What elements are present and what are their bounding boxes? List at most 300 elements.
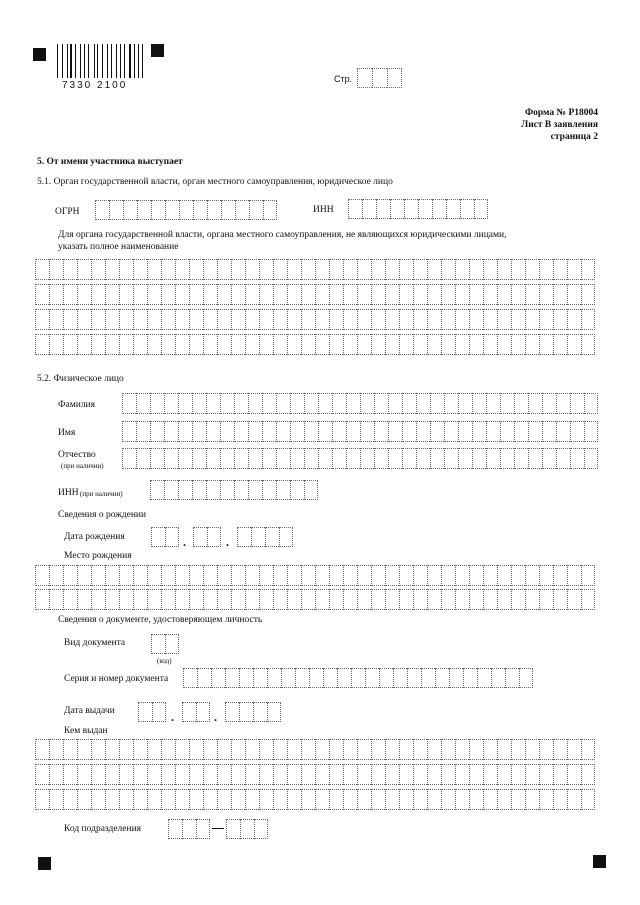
input-cell[interactable]: [226, 819, 240, 839]
doc-type-field[interactable]: [151, 634, 179, 654]
input-cell[interactable]: [248, 393, 262, 414]
input-cell[interactable]: [273, 589, 287, 610]
input-cell[interactable]: [105, 334, 119, 355]
input-cell[interactable]: [259, 789, 273, 810]
input-cell[interactable]: [469, 789, 483, 810]
input-cell[interactable]: [357, 309, 371, 330]
input-cell[interactable]: [147, 764, 161, 785]
input-cell[interactable]: [133, 565, 147, 586]
input-cell[interactable]: [77, 284, 91, 305]
input-cell[interactable]: [122, 448, 136, 469]
input-cell[interactable]: [304, 448, 318, 469]
input-cell[interactable]: [539, 284, 553, 305]
input-cell[interactable]: [343, 284, 357, 305]
input-cell[interactable]: [147, 259, 161, 280]
input-cell[interactable]: [245, 764, 259, 785]
input-cell[interactable]: [281, 668, 295, 688]
input-cell[interactable]: [220, 393, 234, 414]
input-cell[interactable]: [343, 789, 357, 810]
input-cell[interactable]: [343, 565, 357, 586]
input-cell[interactable]: [179, 200, 193, 220]
input-cell[interactable]: [259, 334, 273, 355]
input-cell[interactable]: [553, 739, 567, 760]
inn-person-field[interactable]: [150, 480, 318, 500]
input-cell[interactable]: [151, 200, 165, 220]
input-cell[interactable]: [500, 421, 514, 442]
input-cell[interactable]: [357, 764, 371, 785]
input-cell[interactable]: [122, 421, 136, 442]
input-cell[interactable]: [346, 393, 360, 414]
input-cell[interactable]: [164, 448, 178, 469]
input-cell[interactable]: [35, 284, 49, 305]
birth-month-field[interactable]: [193, 527, 221, 547]
input-cell[interactable]: [178, 421, 192, 442]
input-cell[interactable]: [254, 819, 268, 839]
surname-field[interactable]: [122, 393, 598, 414]
input-cell[interactable]: [315, 764, 329, 785]
input-cell[interactable]: [301, 284, 315, 305]
input-cell[interactable]: [357, 589, 371, 610]
input-cell[interactable]: [525, 789, 539, 810]
input-cell[interactable]: [49, 789, 63, 810]
input-cell[interactable]: [343, 334, 357, 355]
input-cell[interactable]: [514, 448, 528, 469]
input-cell[interactable]: [105, 589, 119, 610]
input-cell[interactable]: [351, 668, 365, 688]
input-cell[interactable]: [287, 589, 301, 610]
input-cell[interactable]: [225, 702, 239, 722]
input-cell[interactable]: [165, 527, 179, 547]
input-cell[interactable]: [138, 702, 152, 722]
input-cell[interactable]: [301, 589, 315, 610]
input-cell[interactable]: [189, 259, 203, 280]
input-cell[interactable]: [486, 393, 500, 414]
input-cell[interactable]: [500, 448, 514, 469]
org-name-row-2[interactable]: [35, 284, 595, 305]
doc-series-field[interactable]: [183, 668, 533, 688]
input-cell[interactable]: [472, 393, 486, 414]
birth-day-field[interactable]: [151, 527, 179, 547]
input-cell[interactable]: [483, 739, 497, 760]
input-cell[interactable]: [91, 764, 105, 785]
input-cell[interactable]: [189, 764, 203, 785]
input-cell[interactable]: [259, 284, 273, 305]
input-cell[interactable]: [287, 334, 301, 355]
input-cell[interactable]: [265, 527, 279, 547]
input-cell[interactable]: [245, 284, 259, 305]
input-cell[interactable]: [444, 448, 458, 469]
input-cell[interactable]: [413, 764, 427, 785]
input-cell[interactable]: [105, 789, 119, 810]
input-cell[interactable]: [374, 448, 388, 469]
input-cell[interactable]: [207, 200, 221, 220]
input-cell[interactable]: [387, 68, 402, 88]
input-cell[interactable]: [35, 309, 49, 330]
input-cell[interactable]: [151, 634, 165, 654]
input-cell[interactable]: [301, 334, 315, 355]
input-cell[interactable]: [136, 448, 150, 469]
input-cell[interactable]: [35, 789, 49, 810]
input-cell[interactable]: [150, 448, 164, 469]
input-cell[interactable]: [357, 789, 371, 810]
input-cell[interactable]: [556, 421, 570, 442]
input-cell[interactable]: [315, 309, 329, 330]
input-cell[interactable]: [147, 589, 161, 610]
input-cell[interactable]: [371, 259, 385, 280]
input-cell[interactable]: [175, 309, 189, 330]
input-cell[interactable]: [239, 668, 253, 688]
input-cell[interactable]: [413, 789, 427, 810]
input-cell[interactable]: [472, 421, 486, 442]
input-cell[interactable]: [77, 764, 91, 785]
input-cell[interactable]: [343, 309, 357, 330]
input-cell[interactable]: [49, 334, 63, 355]
input-cell[interactable]: [474, 199, 488, 219]
input-cell[interactable]: [346, 448, 360, 469]
input-cell[interactable]: [469, 284, 483, 305]
input-cell[interactable]: [178, 448, 192, 469]
input-cell[interactable]: [497, 589, 511, 610]
input-cell[interactable]: [91, 284, 105, 305]
input-cell[interactable]: [287, 565, 301, 586]
input-cell[interactable]: [175, 334, 189, 355]
input-cell[interactable]: [553, 309, 567, 330]
input-cell[interactable]: [273, 334, 287, 355]
input-cell[interactable]: [413, 284, 427, 305]
input-cell[interactable]: [119, 764, 133, 785]
input-cell[interactable]: [105, 309, 119, 330]
input-cell[interactable]: [542, 421, 556, 442]
input-cell[interactable]: [109, 200, 123, 220]
input-cell[interactable]: [164, 393, 178, 414]
input-cell[interactable]: [234, 448, 248, 469]
input-cell[interactable]: [539, 334, 553, 355]
input-cell[interactable]: [570, 393, 584, 414]
input-cell[interactable]: [372, 68, 387, 88]
input-cell[interactable]: [273, 309, 287, 330]
input-cell[interactable]: [553, 284, 567, 305]
input-cell[interactable]: [304, 480, 318, 500]
input-cell[interactable]: [455, 309, 469, 330]
input-cell[interactable]: [581, 334, 595, 355]
input-cell[interactable]: [287, 789, 301, 810]
input-cell[interactable]: [385, 565, 399, 586]
input-cell[interactable]: [525, 309, 539, 330]
input-cell[interactable]: [105, 284, 119, 305]
input-cell[interactable]: [287, 259, 301, 280]
input-cell[interactable]: [430, 393, 444, 414]
input-cell[interactable]: [262, 393, 276, 414]
input-cell[interactable]: [203, 589, 217, 610]
input-cell[interactable]: [413, 334, 427, 355]
input-cell[interactable]: [217, 789, 231, 810]
input-cell[interactable]: [483, 284, 497, 305]
input-cell[interactable]: [483, 589, 497, 610]
input-cell[interactable]: [203, 764, 217, 785]
issued-by-row-1[interactable]: [35, 739, 595, 760]
input-cell[interactable]: [539, 789, 553, 810]
input-cell[interactable]: [248, 421, 262, 442]
input-cell[interactable]: [91, 334, 105, 355]
input-cell[interactable]: [63, 259, 77, 280]
input-cell[interactable]: [463, 668, 477, 688]
input-cell[interactable]: [315, 789, 329, 810]
input-cell[interactable]: [329, 739, 343, 760]
input-cell[interactable]: [136, 421, 150, 442]
dept-code-part-1[interactable]: [168, 819, 210, 839]
input-cell[interactable]: [147, 739, 161, 760]
input-cell[interactable]: [441, 259, 455, 280]
input-cell[interactable]: [63, 309, 77, 330]
input-cell[interactable]: [553, 334, 567, 355]
input-cell[interactable]: [315, 565, 329, 586]
input-cell[interactable]: [511, 334, 525, 355]
input-cell[interactable]: [203, 565, 217, 586]
input-cell[interactable]: [581, 589, 595, 610]
input-cell[interactable]: [511, 589, 525, 610]
input-cell[interactable]: [567, 589, 581, 610]
input-cell[interactable]: [206, 393, 220, 414]
input-cell[interactable]: [427, 764, 441, 785]
org-name-row-4[interactable]: [35, 334, 595, 355]
input-cell[interactable]: [385, 764, 399, 785]
input-cell[interactable]: [469, 739, 483, 760]
input-cell[interactable]: [63, 284, 77, 305]
input-cell[interactable]: [455, 284, 469, 305]
input-cell[interactable]: [553, 764, 567, 785]
input-cell[interactable]: [231, 764, 245, 785]
input-cell[interactable]: [514, 421, 528, 442]
input-cell[interactable]: [393, 668, 407, 688]
input-cell[interactable]: [231, 284, 245, 305]
birth-place-row-2[interactable]: [35, 589, 595, 610]
input-cell[interactable]: [525, 589, 539, 610]
input-cell[interactable]: [435, 668, 449, 688]
input-cell[interactable]: [556, 448, 570, 469]
input-cell[interactable]: [189, 565, 203, 586]
input-cell[interactable]: [553, 589, 567, 610]
input-cell[interactable]: [290, 480, 304, 500]
input-cell[interactable]: [91, 789, 105, 810]
input-cell[interactable]: [371, 284, 385, 305]
input-cell[interactable]: [511, 259, 525, 280]
input-cell[interactable]: [329, 589, 343, 610]
input-cell[interactable]: [217, 764, 231, 785]
input-cell[interactable]: [399, 259, 413, 280]
input-cell[interactable]: [248, 480, 262, 500]
input-cell[interactable]: [253, 702, 267, 722]
input-cell[interactable]: [290, 393, 304, 414]
input-cell[interactable]: [276, 448, 290, 469]
input-cell[interactable]: [189, 309, 203, 330]
input-cell[interactable]: [248, 448, 262, 469]
input-cell[interactable]: [245, 789, 259, 810]
input-cell[interactable]: [469, 764, 483, 785]
input-cell[interactable]: [217, 334, 231, 355]
input-cell[interactable]: [567, 284, 581, 305]
input-cell[interactable]: [175, 739, 189, 760]
input-cell[interactable]: [539, 309, 553, 330]
input-cell[interactable]: [362, 199, 376, 219]
input-cell[interactable]: [245, 565, 259, 586]
input-cell[interactable]: [441, 589, 455, 610]
input-cell[interactable]: [192, 448, 206, 469]
input-cell[interactable]: [581, 789, 595, 810]
input-cell[interactable]: [203, 309, 217, 330]
input-cell[interactable]: [455, 789, 469, 810]
input-cell[interactable]: [203, 739, 217, 760]
input-cell[interactable]: [581, 739, 595, 760]
input-cell[interactable]: [231, 259, 245, 280]
input-cell[interactable]: [329, 284, 343, 305]
input-cell[interactable]: [483, 334, 497, 355]
input-cell[interactable]: [399, 764, 413, 785]
input-cell[interactable]: [348, 199, 362, 219]
input-cell[interactable]: [105, 259, 119, 280]
issued-by-row-3[interactable]: [35, 789, 595, 810]
input-cell[interactable]: [469, 334, 483, 355]
input-cell[interactable]: [91, 259, 105, 280]
input-cell[interactable]: [497, 309, 511, 330]
input-cell[interactable]: [511, 309, 525, 330]
input-cell[interactable]: [458, 448, 472, 469]
input-cell[interactable]: [309, 668, 323, 688]
input-cell[interactable]: [245, 589, 259, 610]
input-cell[interactable]: [430, 421, 444, 442]
input-cell[interactable]: [192, 393, 206, 414]
org-name-row-1[interactable]: [35, 259, 595, 280]
input-cell[interactable]: [525, 284, 539, 305]
input-cell[interactable]: [407, 668, 421, 688]
input-cell[interactable]: [385, 334, 399, 355]
input-cell[interactable]: [161, 764, 175, 785]
input-cell[interactable]: [427, 309, 441, 330]
input-cell[interactable]: [237, 527, 251, 547]
input-cell[interactable]: [528, 421, 542, 442]
input-cell[interactable]: [273, 739, 287, 760]
input-cell[interactable]: [193, 527, 207, 547]
input-cell[interactable]: [262, 448, 276, 469]
input-cell[interactable]: [290, 448, 304, 469]
input-cell[interactable]: [63, 589, 77, 610]
input-cell[interactable]: [273, 284, 287, 305]
page-number-field[interactable]: [357, 68, 402, 88]
input-cell[interactable]: [217, 284, 231, 305]
input-cell[interactable]: [497, 739, 511, 760]
input-cell[interactable]: [63, 764, 77, 785]
input-cell[interactable]: [357, 259, 371, 280]
input-cell[interactable]: [203, 334, 217, 355]
input-cell[interactable]: [267, 668, 281, 688]
input-cell[interactable]: [525, 764, 539, 785]
input-cell[interactable]: [427, 259, 441, 280]
input-cell[interactable]: [276, 393, 290, 414]
input-cell[interactable]: [441, 309, 455, 330]
input-cell[interactable]: [175, 284, 189, 305]
input-cell[interactable]: [165, 634, 179, 654]
input-cell[interactable]: [511, 565, 525, 586]
input-cell[interactable]: [483, 764, 497, 785]
input-cell[interactable]: [570, 421, 584, 442]
input-cell[interactable]: [206, 421, 220, 442]
input-cell[interactable]: [161, 259, 175, 280]
input-cell[interactable]: [122, 393, 136, 414]
input-cell[interactable]: [49, 589, 63, 610]
input-cell[interactable]: [371, 334, 385, 355]
org-name-row-3[interactable]: [35, 309, 595, 330]
input-cell[interactable]: [584, 421, 598, 442]
input-cell[interactable]: [251, 527, 265, 547]
input-cell[interactable]: [196, 819, 210, 839]
input-cell[interactable]: [357, 68, 372, 88]
input-cell[interactable]: [161, 565, 175, 586]
input-cell[interactable]: [416, 421, 430, 442]
input-cell[interactable]: [497, 764, 511, 785]
input-cell[interactable]: [441, 565, 455, 586]
input-cell[interactable]: [413, 565, 427, 586]
input-cell[interactable]: [133, 589, 147, 610]
input-cell[interactable]: [287, 284, 301, 305]
input-cell[interactable]: [343, 589, 357, 610]
input-cell[interactable]: [357, 739, 371, 760]
input-cell[interactable]: [276, 480, 290, 500]
input-cell[interactable]: [150, 421, 164, 442]
input-cell[interactable]: [323, 668, 337, 688]
input-cell[interactable]: [91, 589, 105, 610]
input-cell[interactable]: [567, 259, 581, 280]
input-cell[interactable]: [329, 259, 343, 280]
input-cell[interactable]: [315, 739, 329, 760]
input-cell[interactable]: [441, 284, 455, 305]
input-cell[interactable]: [360, 421, 374, 442]
input-cell[interactable]: [164, 421, 178, 442]
input-cell[interactable]: [105, 565, 119, 586]
input-cell[interactable]: [189, 739, 203, 760]
input-cell[interactable]: [183, 668, 197, 688]
dept-code-part-2[interactable]: [226, 819, 268, 839]
input-cell[interactable]: [399, 739, 413, 760]
input-cell[interactable]: [469, 565, 483, 586]
input-cell[interactable]: [413, 589, 427, 610]
input-cell[interactable]: [441, 789, 455, 810]
input-cell[interactable]: [267, 702, 281, 722]
input-cell[interactable]: [217, 739, 231, 760]
input-cell[interactable]: [357, 334, 371, 355]
input-cell[interactable]: [413, 259, 427, 280]
input-cell[interactable]: [315, 259, 329, 280]
input-cell[interactable]: [273, 764, 287, 785]
input-cell[interactable]: [430, 448, 444, 469]
input-cell[interactable]: [514, 393, 528, 414]
input-cell[interactable]: [178, 393, 192, 414]
input-cell[interactable]: [539, 739, 553, 760]
input-cell[interactable]: [511, 764, 525, 785]
input-cell[interactable]: [304, 421, 318, 442]
input-cell[interactable]: [427, 789, 441, 810]
input-cell[interactable]: [500, 393, 514, 414]
input-cell[interactable]: [136, 393, 150, 414]
input-cell[interactable]: [49, 565, 63, 586]
input-cell[interactable]: [276, 421, 290, 442]
input-cell[interactable]: [259, 259, 273, 280]
input-cell[interactable]: [133, 739, 147, 760]
input-cell[interactable]: [446, 199, 460, 219]
input-cell[interactable]: [404, 199, 418, 219]
input-cell[interactable]: [329, 789, 343, 810]
input-cell[interactable]: [133, 789, 147, 810]
birth-year-field[interactable]: [237, 527, 293, 547]
input-cell[interactable]: [399, 334, 413, 355]
